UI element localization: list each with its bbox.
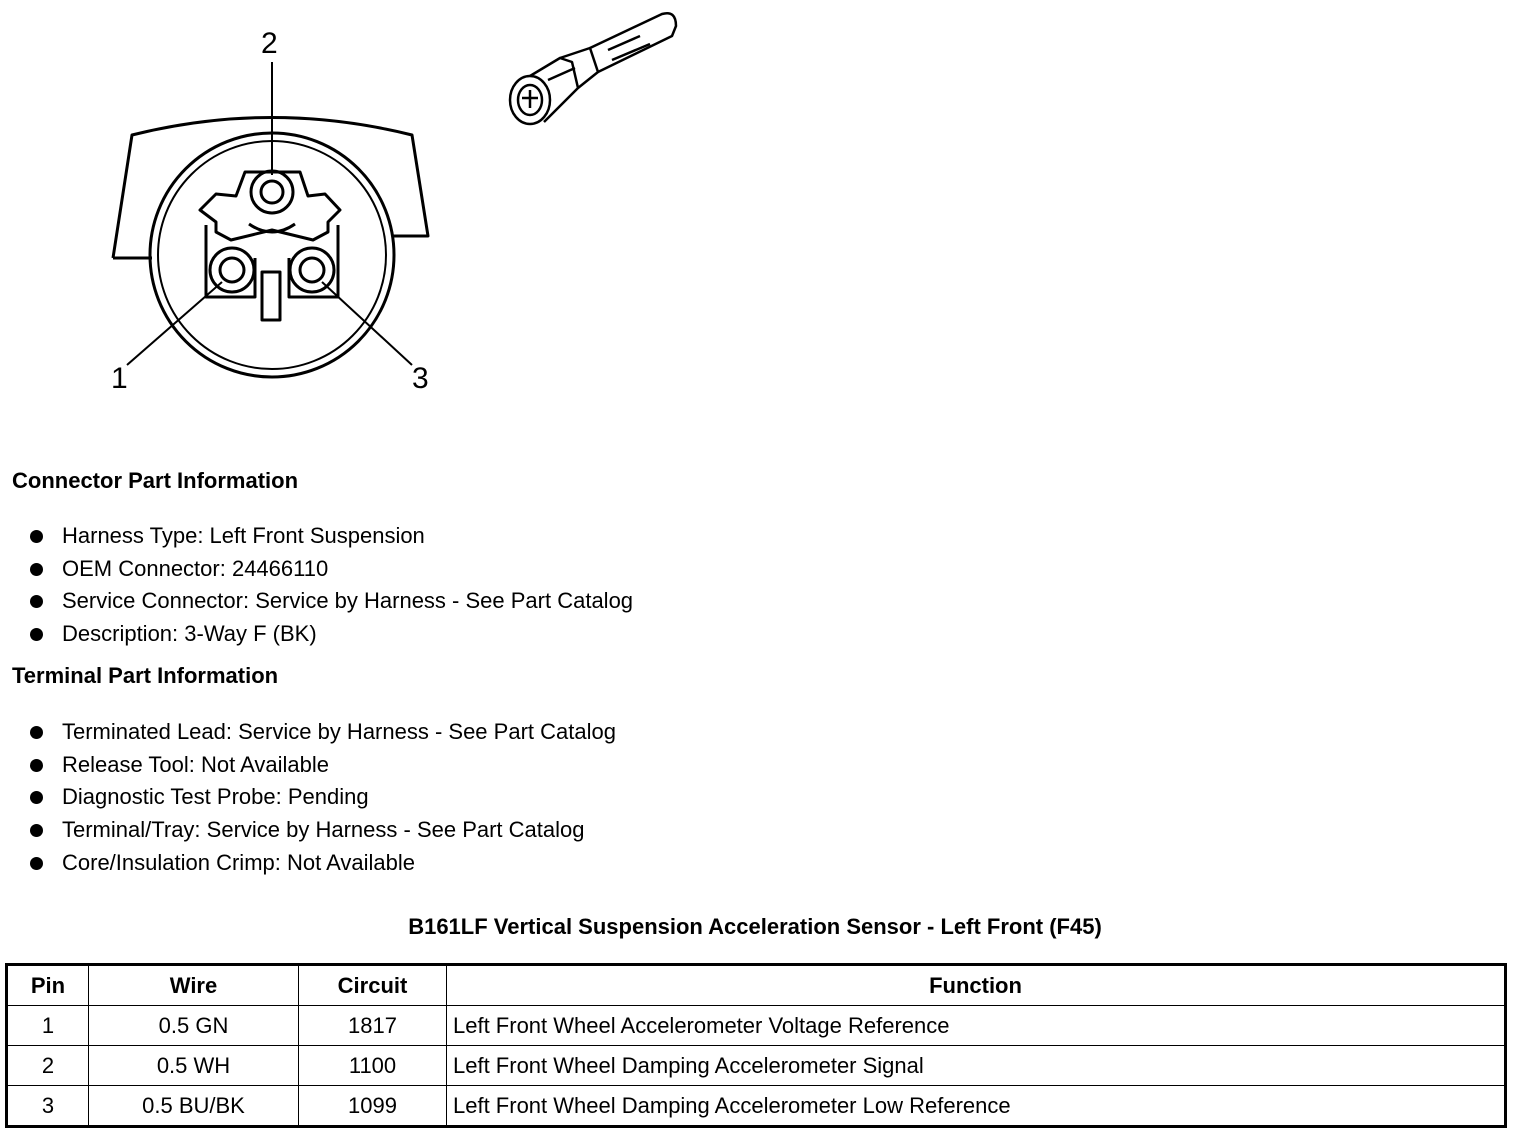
bullet-icon [30, 791, 43, 804]
leader-line-pin-1 [127, 282, 222, 365]
connector-perspective-icon [510, 13, 676, 124]
list-item: Release Tool: Not Available [28, 749, 616, 782]
cell-wire: 0.5 WH [89, 1046, 299, 1086]
bullet-icon [30, 824, 43, 837]
cell-circuit: 1100 [299, 1046, 447, 1086]
list-item: Diagnostic Test Probe: Pending [28, 781, 616, 814]
cell-wire: 0.5 GN [89, 1006, 299, 1046]
table-header-row [7, 965, 1506, 1006]
bullet-icon [30, 563, 43, 576]
bullet-icon [30, 595, 43, 608]
list-item: Service Connector: Service by Harness - See Part Catalog [28, 585, 633, 618]
connector-face-drawing [0, 0, 720, 440]
bullet-icon [30, 759, 43, 772]
table-row [7, 1006, 1506, 1046]
cell-function: Left Front Wheel Damping Accelerometer Low Reference [447, 1086, 1506, 1127]
list-item: Description: 3-Way F (BK) [28, 618, 633, 651]
pin-label-3: 3 [412, 362, 429, 395]
table-row [7, 1046, 1506, 1086]
cell-wire: 0.5 BU/BK [89, 1086, 299, 1127]
pin-label-1: 1 [111, 362, 128, 395]
header-wire: Wire [89, 965, 299, 1006]
table-row [7, 1086, 1506, 1127]
list-item: Terminal/Tray: Service by Harness - See Part Catalog [28, 814, 616, 847]
cell-pin: 3 [7, 1086, 89, 1127]
header-circuit: Circuit [299, 965, 447, 1006]
bullet-icon [30, 530, 43, 543]
terminal-part-info-heading: Terminal Part Information [12, 663, 279, 688]
list-item: OEM Connector: 24466110 [28, 553, 633, 586]
header-function: Function [447, 965, 1506, 1006]
cell-circuit: 1817 [299, 1006, 447, 1046]
cell-function: Left Front Wheel Damping Accelerometer Signal [447, 1046, 1506, 1086]
connector-part-info-heading: Connector Part Information [12, 468, 299, 493]
list-item: Core/Insulation Crimp: Not Available [28, 847, 616, 880]
connector-part-info-list [28, 520, 633, 651]
bullet-icon [30, 628, 43, 641]
cell-pin: 2 [7, 1046, 89, 1086]
leader-line-pin-3 [322, 282, 412, 365]
terminal-part-info-list [28, 716, 616, 879]
bullet-icon [30, 726, 43, 739]
header-pin: Pin [7, 965, 89, 1006]
list-item: Harness Type: Left Front Suspension [28, 520, 633, 553]
connector-diagram [0, 0, 720, 440]
cell-function: Left Front Wheel Accelerometer Voltage Reference [447, 1006, 1506, 1046]
cell-circuit: 1099 [299, 1086, 447, 1127]
pin-label-2: 2 [261, 27, 278, 60]
bullet-icon [30, 857, 43, 870]
pin-table [5, 963, 1507, 1128]
pin-table-title: B161LF Vertical Suspension Acceleration Sensor - Left Front (F45) [408, 914, 1102, 939]
list-item: Terminated Lead: Service by Harness - See Part Catalog [28, 716, 616, 749]
cell-pin: 1 [7, 1006, 89, 1046]
